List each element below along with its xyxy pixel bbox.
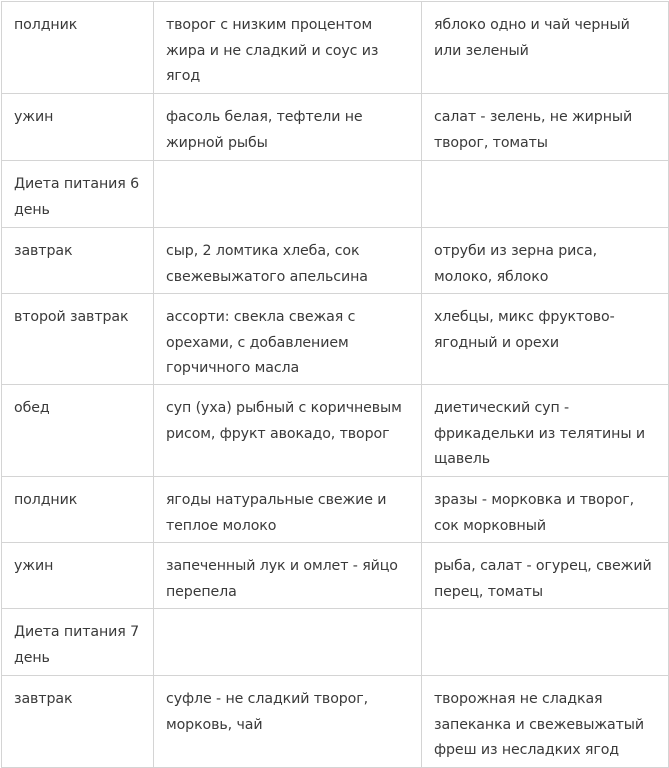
diet-table	[1, 1, 669, 768]
meal-cell: ужин	[2, 543, 154, 609]
option2-cell: салат - зелень, не жирный творог, томаты	[422, 94, 669, 161]
meal-cell: ужин	[2, 94, 154, 161]
option2-cell: диетический суп - фрикадельки из телятины и щавель	[422, 385, 669, 477]
day-header-cell: Диета питания 7 день	[2, 609, 154, 676]
meal-cell: полдник	[2, 477, 154, 543]
table-row	[2, 543, 669, 609]
option1-cell: ягоды натуральные свежие и теплое молоко	[154, 477, 422, 543]
day-header-row	[2, 161, 669, 228]
option1-cell: запеченный лук и омлет - яйцо перепела	[154, 543, 422, 609]
meal-cell: полдник	[2, 2, 154, 94]
day-header-cell: Диета питания 6 день	[2, 161, 154, 228]
meal-cell: второй завтрак	[2, 294, 154, 385]
table-row	[2, 294, 669, 385]
option1-cell: ассорти: свекла свежая с орехами, с добавлением горчичного масла	[154, 294, 422, 385]
table-row	[2, 676, 669, 768]
option1-cell: суфле - не сладкий творог, морковь, чай	[154, 676, 422, 768]
table-row	[2, 477, 669, 543]
option1-cell: фасоль белая, тефтели не жирной рыбы	[154, 94, 422, 161]
table-row	[2, 2, 669, 94]
option2-cell: яблоко одно и чай черный или зеленый	[422, 2, 669, 94]
meal-cell: обед	[2, 385, 154, 477]
option1-cell	[154, 609, 422, 676]
option1-cell: суп (уха) рыбный с коричневым рисом, фрукт авокадо, творог	[154, 385, 422, 477]
option1-cell: сыр, 2 ломтика хлеба, сок свежевыжатого апельсина	[154, 228, 422, 294]
option2-cell	[422, 161, 669, 228]
option2-cell: отруби из зерна риса, молоко, яблоко	[422, 228, 669, 294]
option2-cell: творожная не сладкая запеканка и свежевыжатый фреш из несладких ягод	[422, 676, 669, 768]
option2-cell: хлебцы, микс фруктово-ягодный и орехи	[422, 294, 669, 385]
option2-cell: рыба, салат - огурец, свежий перец, томаты	[422, 543, 669, 609]
option1-cell: творог с низким процентом жира и не сладкий и соус из ягод	[154, 2, 422, 94]
table-row	[2, 228, 669, 294]
table-row	[2, 94, 669, 161]
day-header-row	[2, 609, 669, 676]
option2-cell: зразы - морковка и творог, сок морковный	[422, 477, 669, 543]
meal-cell: завтрак	[2, 676, 154, 768]
option2-cell	[422, 609, 669, 676]
option1-cell	[154, 161, 422, 228]
table-row	[2, 385, 669, 477]
meal-cell: завтрак	[2, 228, 154, 294]
